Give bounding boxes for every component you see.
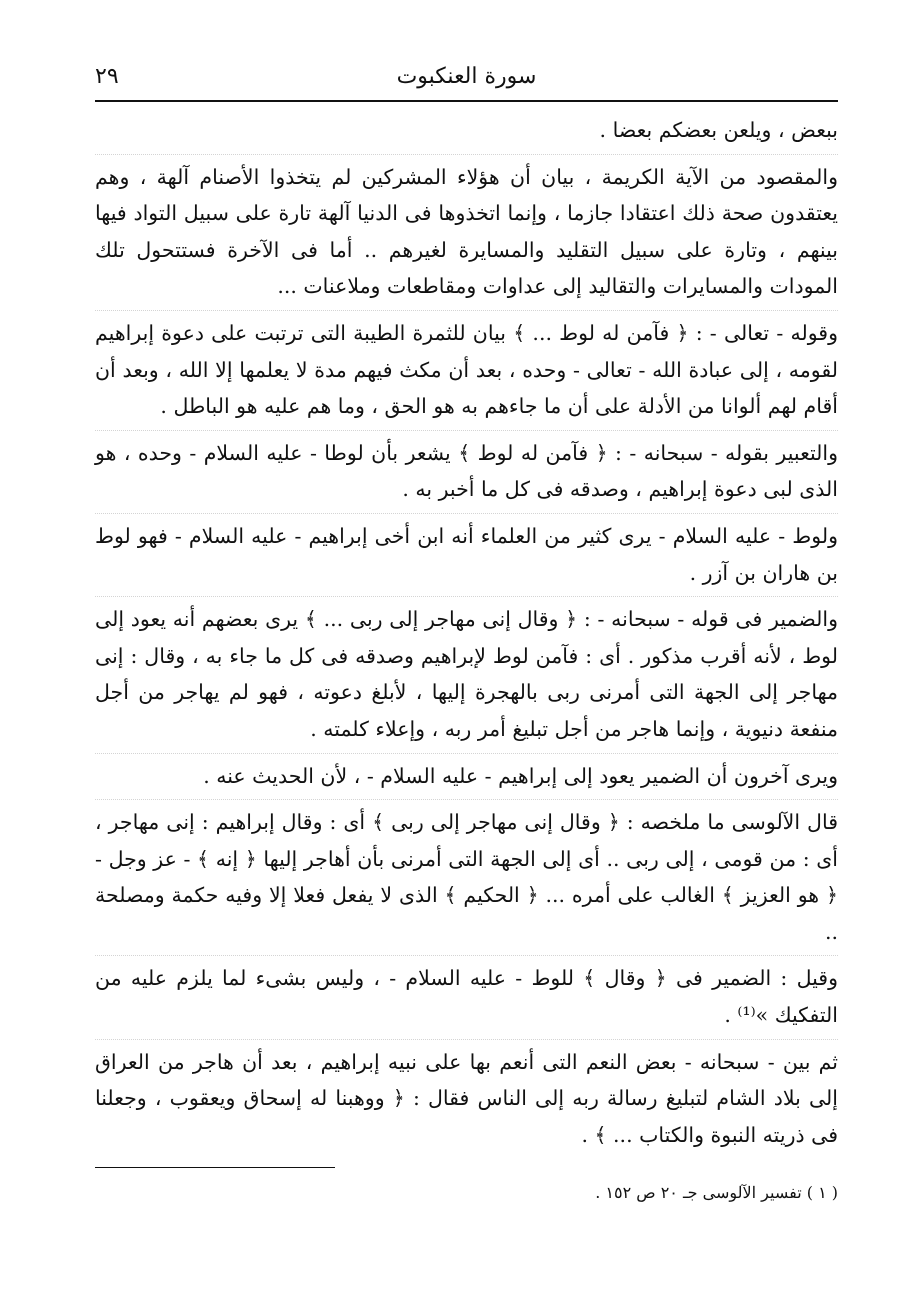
paragraph: ببعض ، ويلعن بعضكم بعضا . xyxy=(599,118,838,142)
paragraph: ثم بين - سبحانه - بعض النعم التى أنعم بها على نبيه إبراهيم ، بعد أن هاجر من العراق إلى بلاد الشام لتبليغ رسالة ربه إلى الناس فقال : ﴿ ووهبنا له إسحاق ويعقوب ، وجعلنا فى ذريته النبوة والكتاب ... ﴾ . xyxy=(95,1039,838,1159)
footnote-divider xyxy=(95,1167,335,1168)
running-header xyxy=(95,58,838,102)
paragraph: والتعبير بقوله - سبحانه - : ﴿ فآمن له لوط ﴾ يشعر بأن لوطا - عليه السلام - وحده ، هو الذى لبى دعوة إبراهيم ، وصدقه فى كل ما أخبر به . xyxy=(95,430,838,513)
paragraph: والضمير فى قوله - سبحانه - : ﴿ وقال إنى مهاجر إلى ربى ... ﴾ يرى بعضهم أنه يعود إلى لوط ، لأنه أقرب مذكور . أى : فآمن لوط لإبراهيم وصدقه فى كل ما جاء به ، وقال : إنى مهاجر إلى الجهة التى أمرنى ربى بالهجرة إليها ، لأبلغ دعوته ، فهو لم يهاجر من أجل منفعة دنيوية ، وإنما هاجر من أجل تبليغ أمر ربه ، وإعلاء كلمته . xyxy=(95,596,838,752)
paragraph: وقيل : الضمير فى ﴿ وقال ﴾ للوط - عليه السلام - ، وليس بشىء لما يلزم عليه من التفكيك »⁽¹⁾ . xyxy=(95,955,838,1038)
body-text xyxy=(95,112,838,1158)
footnote: ( ١ ) تفسير الآلوسى جـ ٢٠ ص ١٥٢ . xyxy=(595,1183,838,1202)
paragraph: ويرى آخرون أن الضمير يعود إلى إبراهيم - عليه السلام - ، لأن الحديث عنه . xyxy=(95,753,838,800)
paragraph: وقوله - تعالى - : ﴿ فآمن له لوط ... ﴾ بيان للثمرة الطيبة التى ترتبت على دعوة إبراهيم لقومه ، إلى عبادة الله - تعالى - وحده ، بعد أن مكث فيهم مدة لا يعلمها إلا الله ، وبعد أن أقام لهم ألوانا من الأدلة على أن ما جاءهم به هو الحق ، وما هم عليه هو الباطل . xyxy=(95,310,838,430)
paragraph: قال الآلوسى ما ملخصه : ﴿ وقال إنى مهاجر إلى ربى ﴾ أى : وقال إبراهيم : إنى مهاجر ، أى : من قومى ، إلى ربى .. أى إلى الجهة التى أمرنى بأن أهاجر إليها ﴿ إنه ﴾ - عز وجل - ﴿ هو العزيز ﴾ الغالب على أمره ... ﴿ الحكيم ﴾ الذى لا يفعل فعلا إلا وفيه حكمة ومصلحة .. xyxy=(95,799,838,955)
surah-title: سورة العنكبوت xyxy=(396,64,537,89)
page-content xyxy=(95,58,838,1158)
page-number: ٢٩ xyxy=(95,64,119,89)
paragraph: والمقصود من الآية الكريمة ، بيان أن هؤلاء المشركين لم يتخذوا الأصنام آلهة ، وهم يعتقدون صحة ذلك اعتقادا جازما ، وإنما اتخذوها فى الدنيا آلهة تارة على سبيل التواد فيها بينهم ، وتارة على سبيل التقليد والمسايرة لغيرهم .. أما فى الآخرة فستتحول تلك المودات والمسايرات والتقاليد إلى عداوات ومقاطعات وملاعنات ... xyxy=(95,154,838,310)
paragraph: ولوط - عليه السلام - يرى كثير من العلماء أنه ابن أخى إبراهيم - عليه السلام - فهو لوط بن هاران بن آزر . xyxy=(95,513,838,596)
